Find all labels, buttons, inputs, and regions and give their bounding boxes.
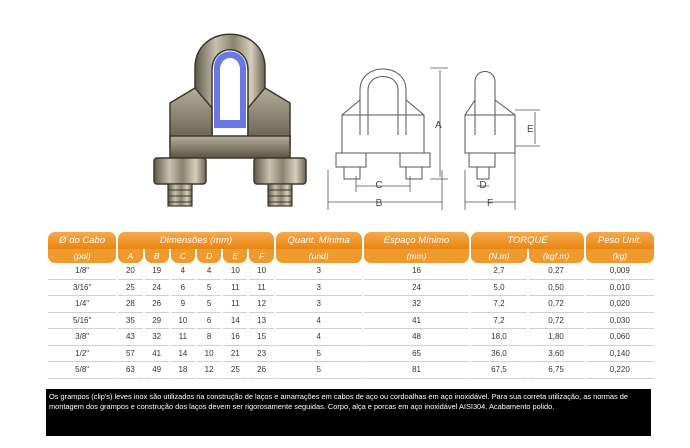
table-cell: 0,27	[529, 263, 584, 280]
table-cell: 7,2	[471, 313, 526, 330]
subheader-min-space: (mm)	[364, 249, 470, 263]
table-cell: 11	[249, 280, 273, 297]
table-cell: 6,75	[529, 362, 584, 379]
table-cell: 36,0	[471, 346, 526, 363]
subheader-torque-nm: (N.m)	[471, 249, 526, 263]
table-cell: 10	[197, 346, 221, 363]
table-cell: 11	[223, 296, 247, 313]
table-cell: 2,7	[471, 263, 526, 280]
table-cell: 5/8"	[48, 362, 116, 379]
table-cell: 0,060	[586, 329, 654, 346]
table-cell: 48	[364, 329, 470, 346]
subheader-c: C	[171, 249, 195, 263]
table-cell: 16	[223, 329, 247, 346]
table-row	[48, 362, 654, 379]
table-body	[48, 263, 654, 379]
table-cell: 5	[276, 346, 362, 363]
table-cell: 4	[276, 329, 362, 346]
table-cell: 63	[118, 362, 142, 379]
table-cell: 12	[197, 362, 221, 379]
table-cell: 16	[364, 263, 470, 280]
table-cell: 19	[145, 263, 169, 280]
table-cell: 0,010	[586, 280, 654, 297]
header-dimensions: Dimensões (mm)	[118, 232, 273, 249]
dimension-label-a: A	[435, 120, 442, 131]
subheader-f: F	[249, 249, 273, 263]
table-cell: 21	[223, 346, 247, 363]
table-cell: 0,030	[586, 313, 654, 330]
table-cell: 28	[118, 296, 142, 313]
front-view-drawing	[322, 60, 452, 212]
header-diameter: Ø do Cabo	[48, 232, 116, 249]
subheader-torque-kgf: (kgf.m)	[529, 249, 584, 263]
table-cell: 23	[249, 346, 273, 363]
dimension-label-f: F	[486, 198, 494, 209]
table-cell: 49	[145, 362, 169, 379]
table-cell: 5	[197, 296, 221, 313]
table-cell: 14	[171, 346, 195, 363]
table-cell: 6	[197, 313, 221, 330]
dimension-label-c: C	[375, 180, 383, 191]
header-min-qty: Quant. Mínima	[276, 232, 362, 249]
table-cell: 32	[145, 329, 169, 346]
table-cell: 5/16"	[48, 313, 116, 330]
table-cell: 57	[118, 346, 142, 363]
table-cell: 43	[118, 329, 142, 346]
specification-table	[46, 232, 656, 379]
table-row	[48, 329, 654, 346]
dimension-label-d: D	[479, 180, 487, 191]
subheader-b: B	[145, 249, 169, 263]
table-cell: 9	[171, 296, 195, 313]
table-cell: 10	[171, 313, 195, 330]
table-cell: 5,0	[471, 280, 526, 297]
table-cell: 81	[364, 362, 470, 379]
table-cell: 25	[118, 280, 142, 297]
table-cell: 8	[197, 329, 221, 346]
table-cell: 15	[249, 329, 273, 346]
table-cell: 26	[145, 296, 169, 313]
table-cell: 0,72	[529, 313, 584, 330]
table-cell: 4	[197, 263, 221, 280]
table-cell: 0,50	[529, 280, 584, 297]
table-cell: 65	[364, 346, 470, 363]
table-row	[48, 346, 654, 363]
table-cell: 35	[118, 313, 142, 330]
table-cell: 0,220	[586, 362, 654, 379]
table-cell: 11	[223, 280, 247, 297]
subheader-e: E	[223, 249, 247, 263]
table-cell: 20	[118, 263, 142, 280]
table-cell: 1,80	[529, 329, 584, 346]
subheader-min-qty: (und)	[276, 249, 362, 263]
table-cell: 24	[364, 280, 470, 297]
table-cell: 5	[197, 280, 221, 297]
table-cell: 3/16"	[48, 280, 116, 297]
table-cell: 41	[145, 346, 169, 363]
table-row	[48, 280, 654, 297]
table-cell: 14	[223, 313, 247, 330]
header-min-space: Espaço Mínimo	[364, 232, 470, 249]
table-cell: 6	[171, 280, 195, 297]
subheader-unit-weight: (kg)	[586, 249, 654, 263]
table-cell: 32	[364, 296, 470, 313]
table-cell: 25	[223, 362, 247, 379]
table-cell: 7,2	[471, 296, 526, 313]
table-cell: 26	[249, 362, 273, 379]
table-cell: 18	[171, 362, 195, 379]
table-row	[48, 263, 654, 280]
table-row	[48, 296, 654, 313]
table-cell: 1/4"	[48, 296, 116, 313]
table-cell: 4	[276, 313, 362, 330]
table-cell: 5	[276, 362, 362, 379]
subheader-diameter: (pol)	[48, 249, 116, 263]
dimension-label-b: B	[375, 198, 383, 209]
table-cell: 3	[276, 296, 362, 313]
table-cell: 3	[276, 263, 362, 280]
table-cell: 4	[171, 263, 195, 280]
table-cell: 0,020	[586, 296, 654, 313]
header-torque: TORQUE	[471, 232, 583, 249]
table-cell: 0,72	[529, 296, 584, 313]
table-cell: 0,009	[586, 263, 654, 280]
subheader-a: A	[118, 249, 142, 263]
table-cell: 13	[249, 313, 273, 330]
table-cell: 67,5	[471, 362, 526, 379]
table-cell: 3/8"	[48, 329, 116, 346]
table-cell: 1/2"	[48, 346, 116, 363]
table-cell: 0,140	[586, 346, 654, 363]
subheader-d: D	[197, 249, 221, 263]
table-cell: 12	[249, 296, 273, 313]
wire-rope-clip-photo	[140, 8, 320, 213]
side-view-drawing	[455, 60, 550, 212]
table-cell: 18,0	[471, 329, 526, 346]
table-cell: 11	[171, 329, 195, 346]
table-cell: 10	[249, 263, 273, 280]
table-cell: 3,60	[529, 346, 584, 363]
table-cell: 10	[223, 263, 247, 280]
header-unit-weight: Peso Unit.	[586, 232, 654, 249]
table-cell: 1/8"	[48, 263, 116, 280]
dimension-label-e: E	[527, 124, 534, 135]
table-cell: 29	[145, 313, 169, 330]
table-row	[48, 313, 654, 330]
table-cell: 41	[364, 313, 470, 330]
product-description-note: Os grampos (clip's) leves inox são utilizados na construção de laços e amarrações em cabos de aço ou cordoalhas em aço inoxidável. Para sua correta utilização, as normas de montagem dos grampos e construção dos laços devem ser rigorosamente seguidas. Corpo, alça e porcas em aço inoxidável AISI304. Acabamento polido.	[46, 389, 651, 436]
table-cell: 24	[145, 280, 169, 297]
table-cell: 3	[276, 280, 362, 297]
